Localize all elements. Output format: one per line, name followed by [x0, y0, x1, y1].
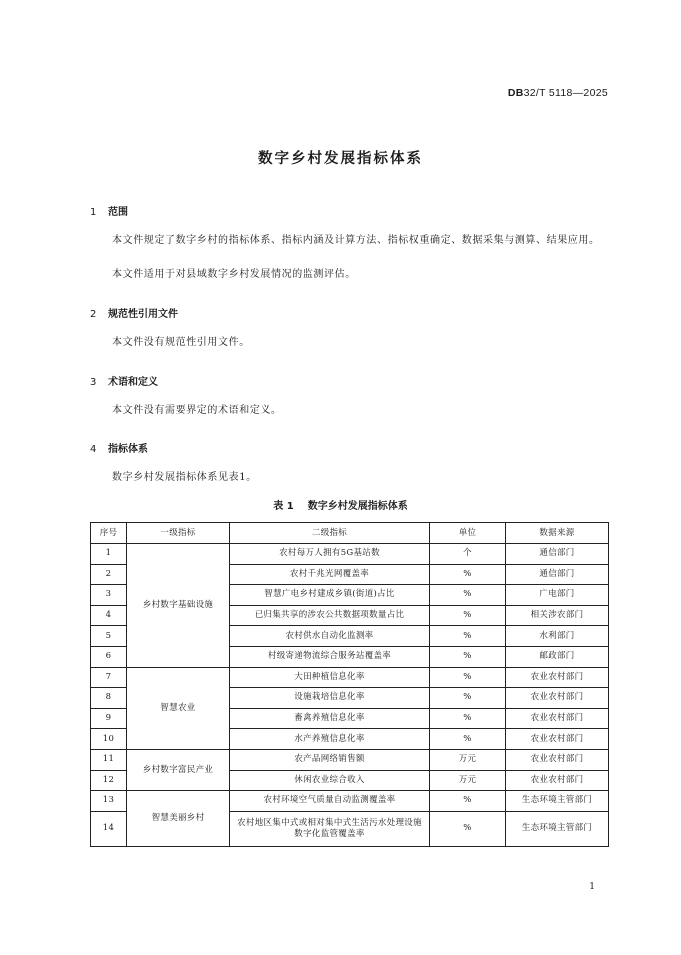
indicator-cell: 农村供水自动化监测率 [230, 626, 430, 647]
section-number: 4 [90, 444, 97, 455]
indicator-cell: 农产品网络销售额 [230, 749, 430, 770]
section-heading-scope [90, 203, 128, 218]
indicator-cell: 农村千兆光网覆盖率 [230, 564, 430, 585]
section-heading-terms [90, 373, 158, 388]
source-cell: 农业农村部门 [506, 749, 609, 770]
standard-code: DB32/T 5118—2025 [507, 87, 608, 99]
unit-cell: % [430, 605, 506, 626]
unit-cell: 万元 [430, 749, 506, 770]
source-cell: 通信部门 [506, 544, 609, 565]
source-cell: 农业农村部门 [506, 688, 609, 709]
source-cell: 农业农村部门 [506, 770, 609, 791]
document-title: 数字乡村发展指标体系 [258, 151, 423, 167]
row-number: 9 [91, 708, 127, 729]
header-cell: 一级指标 [127, 523, 230, 544]
refs-paragraph: 本文件没有规范性引用文件。 [112, 337, 250, 348]
header-cell: 序号 [91, 523, 127, 544]
table-caption: 表 1 数字乡村发展指标体系 [273, 501, 408, 512]
source-cell: 广电部门 [506, 585, 609, 606]
source-cell: 农业农村部门 [506, 708, 609, 729]
header-cell: 二级指标 [230, 523, 430, 544]
unit-cell: % [430, 646, 506, 667]
system-paragraph: 数字乡村发展指标体系见表1。 [112, 472, 257, 483]
header-cell: 单位 [430, 523, 506, 544]
source-cell: 邮政部门 [506, 646, 609, 667]
source-cell: 农业农村部门 [506, 729, 609, 750]
indicator-cell: 大田种植信息化率 [230, 667, 430, 688]
row-number: 6 [91, 646, 127, 667]
group-cell: 乡村数字基础设施 [127, 544, 230, 668]
scope-paragraph-2: 本文件适用于对县域数字乡村发展情况的监测评估。 [112, 269, 356, 280]
source-cell: 通信部门 [506, 564, 609, 585]
table-header-row [91, 523, 609, 544]
group-cell: 智慧农业 [127, 667, 230, 749]
section-number: 3 [90, 377, 97, 388]
unit-cell: % [430, 564, 506, 585]
row-number: 7 [91, 667, 127, 688]
source-cell: 农业农村部门 [506, 667, 609, 688]
section-number: 2 [90, 309, 97, 320]
indicator-cell: 农村地区集中式或相对集中式生活污水处理设施数字化监管覆盖率 [230, 811, 430, 846]
row-number: 5 [91, 626, 127, 647]
row-number: 10 [91, 729, 127, 750]
unit-cell: % [430, 667, 506, 688]
row-number: 11 [91, 749, 127, 770]
terms-paragraph: 本文件没有需要界定的术语和定义。 [112, 405, 282, 416]
section-title: 范围 [108, 207, 128, 218]
row-number: 2 [91, 564, 127, 585]
row-number: 3 [91, 585, 127, 606]
section-title: 规范性引用文件 [108, 309, 178, 320]
indicator-cell: 休闲农业综合收入 [230, 770, 430, 791]
table-row [91, 667, 609, 688]
row-number: 13 [91, 791, 127, 812]
indicator-cell: 水产养殖信息化率 [230, 729, 430, 750]
unit-cell: 个 [430, 544, 506, 565]
unit-cell: % [430, 688, 506, 709]
section-heading-refs [90, 305, 178, 320]
unit-cell: % [430, 791, 506, 812]
unit-cell: 万元 [430, 770, 506, 791]
indicator-cell: 智慧广电乡村建成乡镇(街道)占比 [230, 585, 430, 606]
page-number: 1 [589, 882, 595, 892]
indicator-cell: 农村环境空气质量自动监测覆盖率 [230, 791, 430, 812]
indicator-cell: 农村每万人拥有5G基站数 [230, 544, 430, 565]
indicator-cell: 设施栽培信息化率 [230, 688, 430, 709]
unit-cell: % [430, 626, 506, 647]
table-row [91, 791, 609, 812]
section-heading-system [90, 440, 148, 455]
row-number: 1 [91, 544, 127, 565]
source-cell: 水利部门 [506, 626, 609, 647]
row-number: 8 [91, 688, 127, 709]
unit-cell: % [430, 729, 506, 750]
row-number: 14 [91, 811, 127, 846]
header-cell: 数据来源 [506, 523, 609, 544]
table-row [91, 749, 609, 770]
section-title: 指标体系 [108, 444, 148, 455]
scope-paragraph-1: 本文件规定了数字乡村的指标体系、指标内涵及计算方法、指标权重确定、数据采集与测算、结果应用。 [112, 235, 600, 246]
source-cell: 生态环境主管部门 [506, 791, 609, 812]
indicator-cell: 已归集共享的涉农公共数据项数量占比 [230, 605, 430, 626]
unit-cell: % [430, 585, 506, 606]
unit-cell: % [430, 708, 506, 729]
section-number: 1 [90, 207, 97, 218]
table-row [91, 544, 609, 565]
indicator-cell: 村级寄递物流综合服务站覆盖率 [230, 646, 430, 667]
unit-cell: % [430, 811, 506, 846]
row-number: 12 [91, 770, 127, 791]
indicator-cell: 畜禽养殖信息化率 [230, 708, 430, 729]
group-cell: 智慧美丽乡村 [127, 791, 230, 847]
indicator-table [90, 522, 609, 847]
row-number: 4 [91, 605, 127, 626]
source-cell: 生态环境主管部门 [506, 811, 609, 846]
section-title: 术语和定义 [108, 377, 158, 388]
group-cell: 乡村数字富民产业 [127, 749, 230, 790]
source-cell: 相关涉农部门 [506, 605, 609, 626]
